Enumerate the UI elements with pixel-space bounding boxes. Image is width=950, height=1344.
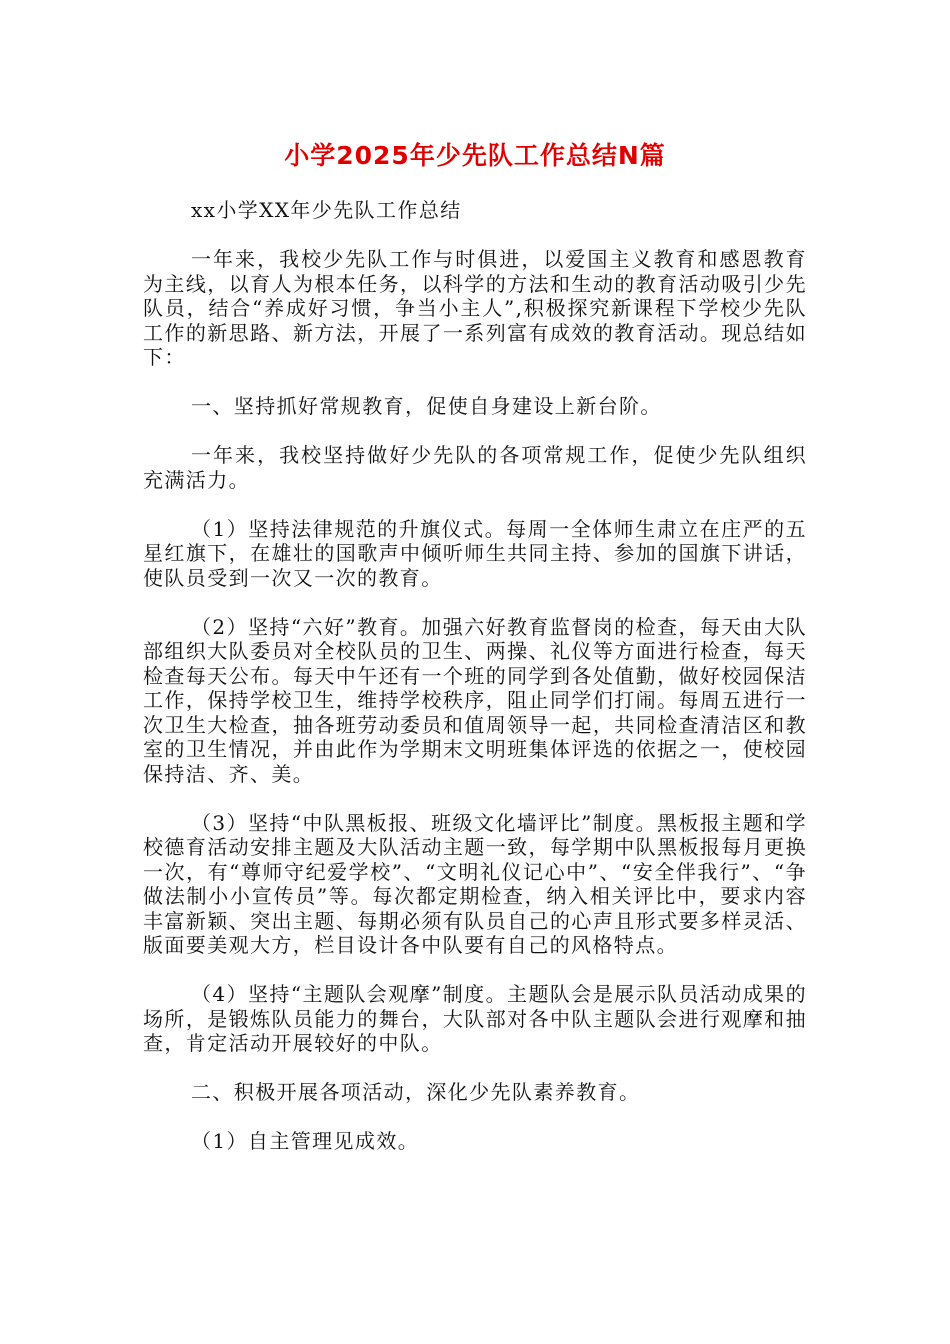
paragraph-item-4: （4）坚持“主题队会观摩”制度。主题队会是展示队员活动成果的场所，是锻炼队员能力的舞台，大队部对各中队主题队会进行观摩和抽查，肯定活动开展较好的中队。 [143, 982, 807, 1055]
paragraph: 一年来，我校坚持做好少先队的各项常规工作，促使少先队组织充满活力。 [143, 443, 807, 492]
paragraph-item-1: （1）坚持法律规范的升旗仪式。每周一全体师生肃立在庄严的五星红旗下，在雄壮的国歌声中倾听师生共同主持、参加的国旗下讲话，使队员受到一次又一次的教育。 [143, 516, 807, 590]
paragraph-item-3: （3）坚持“中队黑板报、班级文化墙评比”制度。黑板报主题和学校德育活动安排主题及大队活动主题一致，每学期中队黑板报每月更换一次，有“尊师守纪爱学校”、“文明礼仪记心中”、“安全伴我行”、“争做法制小小宣传员”等。每次都定期检查，纳入相关评比中，要求内容丰富新颖、突出主题、每期必须有队员自己的心声且形式要多样灵活、版面要美观大方，栏目设计各中队要有自己的风格特点。 [143, 810, 807, 957]
document-body [143, 198, 807, 1178]
document-title: 小学2025年少先队工作总结N篇 [284, 141, 666, 170]
paragraph-intro: 一年来，我校少先队工作与时俱进，以爱国主义教育和感恩教育为主线，以育人为根本任务，以科学的方法和生动的教育活动吸引少先队员，结合“养成好习惯，争当小主人”,积极探究新课程下学校少先队工作的新思路、新方法，开展了一系列富有成效的教育活动。现总结如下： [143, 247, 807, 369]
paragraph-subitem-1: （1）自主管理见成效。 [191, 1129, 420, 1153]
paragraph-item-2: （2）坚持“六好”教育。加强六好教育监督岗的检查，每天由大队部组织大队委员对全校队员的卫生、两操、礼仪等方面进行检查，每天检查每天公布。每天中午还有一个班的同学到各处值勤，做好校园保洁工作，保持学校卫生，维持学校秩序，阻止同学们打闹。每周五进行一次卫生大检查，抽各班劳动委员和值周领导一起，共同检查清洁区和教室的卫生情况，并由此作为学期末文明班集体评选的依据之一，使校园保持洁、齐、美。 [143, 614, 807, 786]
paragraph-subtitle: xx小学XX年少先队工作总结 [191, 198, 462, 222]
section-heading-1: 一、坚持抓好常规教育，促使自身建设上新台阶。 [191, 394, 662, 418]
section-heading-2: 二、积极开展各项活动，深化少先队素养教育。 [191, 1080, 641, 1104]
